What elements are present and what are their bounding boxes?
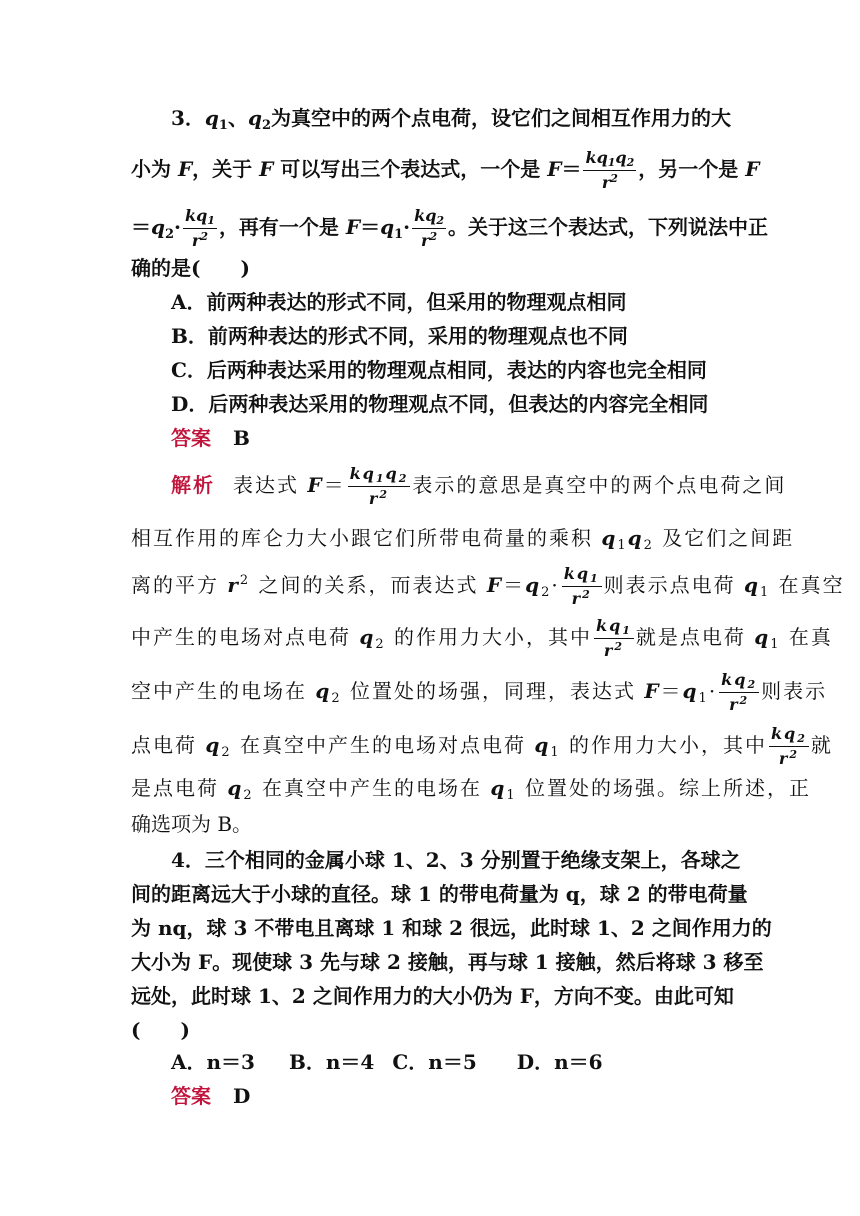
q4-option-a: A．n＝3 <box>171 1050 255 1074</box>
q4-line-6: ( ) <box>131 1018 190 1042</box>
analysis-label: 解析 <box>171 473 215 497</box>
fraction-kq1-over-r2: $\frac{kq_1}{r^2}$ <box>185 206 215 250</box>
q3-line-3: $=q_2\cdot$ $\frac{kq_1}{r^2}$ ，再有一个是 $F=q_1\cdot$ $\frac{kq_2}{r^2}$ 。关于这三个表达式，下列说法中正 <box>131 206 769 250</box>
fraction-kq2-over-r2: $\frac{kq_2}{r^2}$ <box>414 206 445 250</box>
q4-option-b: B．n＝4 <box>288 1050 375 1074</box>
q3-analysis-line-6: 点电荷 $q_2$ 在真空中产生的电场对点电荷 $q_1$ 的作用力大小，其中 $\frac{kq_2}{r^2}$ 就 <box>131 724 833 768</box>
fraction-kq1-over-r2: $\frac{kq_1}{r^2}$ <box>595 616 632 660</box>
q3-analysis-line-7: 是点电荷 $q_2$ 在真空中产生的电场在 $q_1$ 位置处的场强。综上所述，正 <box>131 776 811 803</box>
q3-option-c: C．后两种表达采用的物理观点相同，表达的内容也完全相同 <box>171 358 707 382</box>
q3-analysis-line-4: 中产生的电场对点电荷 $q_2$ 的作用力大小，其中 $\frac{kq_1}{r^2}$ 就是点电荷 $q_1$ 在真 <box>131 616 833 660</box>
q4-option-c: C．n＝5 <box>392 1050 477 1074</box>
q4-line-5: 远处，此时球 1、2 之间作用力的大小仍为 F，方向不变。由此可知 <box>131 984 734 1008</box>
q3-analysis-line-3: 离的平方 $r^2$ 之间的关系，而表达式 $F=q_2\cdot$ $\frac{kq_1}{r^2}$ 则表示点电荷 $q_1$ 在真空 <box>131 564 845 608</box>
answer-value: B <box>233 426 250 450</box>
q3-option-b: B．前两种表达的形式不同，采用的物理观点也不同 <box>171 324 628 348</box>
fraction-kq1q2-over-r2: $\frac{kq_1q_2}{r^2}$ <box>585 148 635 192</box>
q4-line-4: 大小为 F。现使球 3 先与球 2 接触，再与球 1 接触，然后将球 3 移至 <box>131 950 764 974</box>
q3-analysis-line-1: 解析 表达式 F＝ $\frac{kq_1q_2}{r^2}$ 表示的意思是真空中的两个点电荷之间 <box>171 464 787 508</box>
q3-line-4: 确的是( ) <box>131 256 250 280</box>
fraction-kq1q2-over-r2: $\frac{kq_1q_2}{r^2}$ <box>349 464 409 508</box>
q4-answer <box>0 1082 860 1110</box>
q4-line-1: 4．三个相同的金属小球 1、2、3 分别置于绝缘支架上，各球之 <box>171 848 741 872</box>
answer-value: D <box>233 1084 251 1108</box>
q4-option-d: D．n＝6 <box>516 1050 603 1074</box>
answer-label: 答案 <box>171 1084 211 1108</box>
q3-option-d: D．后两种表达采用的物理观点不同，但表达的内容完全相同 <box>171 392 709 416</box>
q3-analysis-line-5: 空中产生的电场在 $q_2$ 位置处的场强，同理，表达式 $F=q_1\cdot$ $\frac{kq_2}{r^2}$ 则表示 <box>131 670 828 714</box>
q4-line-3: 为 nq，球 3 不带电且离球 1 和球 2 很远，此时球 1、2 之间作用力的 <box>131 916 772 940</box>
fraction-kq2-over-r2: $\frac{kq_2}{r^2}$ <box>721 670 758 714</box>
q3-analysis-line-2: 相互作用的库仑力大小跟它们所带电荷量的乘积 $q_1q_2$ 及它们之间距 <box>131 526 795 553</box>
q4-options <box>0 1048 860 1076</box>
q3-option-a: A．前两种表达的形式不同，但采用的物理观点相同 <box>171 290 627 314</box>
q3-answer <box>0 424 860 452</box>
q3-line-1: 3．$q_1$、$q_2$为真空中的两个点电荷，设它们之间相互作用力的大 <box>171 106 731 133</box>
fraction-kq1-over-r2: $\frac{kq_1}{r^2}$ <box>563 564 600 608</box>
q3-line-2: 小为 F，关于 F 可以写出三个表达式，一个是 F＝ $\frac{kq_1q_2}{r^2}$ ，另一个是 F <box>131 148 760 192</box>
answer-label: 答案 <box>171 426 211 450</box>
q4-line-2: 间的距离远大于小球的直径。球 1 的带电荷量为 q，球 2 的带电荷量 <box>131 882 748 906</box>
q3-analysis-line-8: 确选项为 B。 <box>131 812 253 836</box>
fraction-kq2-over-r2: $\frac{kq_2}{r^2}$ <box>770 724 807 768</box>
